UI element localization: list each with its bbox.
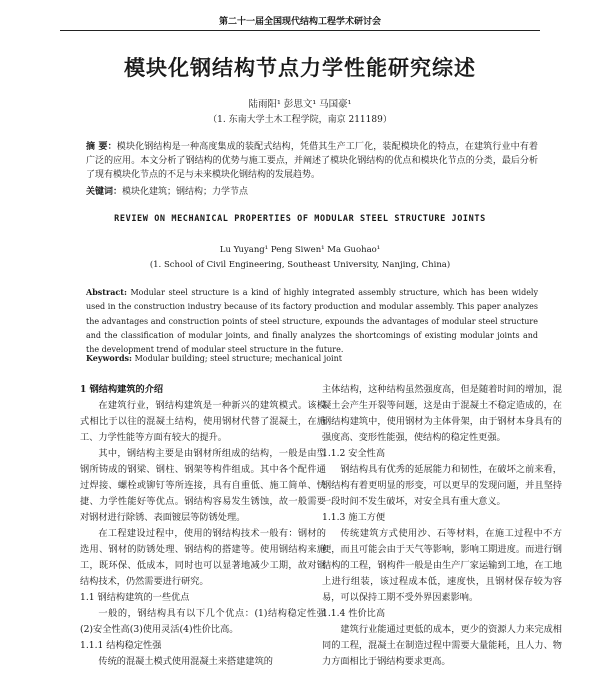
- keywords-cn-text: 模块化建筑；钢结构；力学节点: [122, 187, 249, 197]
- keywords-en-label: Keywords:: [86, 353, 133, 363]
- body-right-column: [322, 382, 562, 670]
- section-heading-1-1-1: 1.1.1 结构稳定性强: [80, 640, 162, 651]
- section-heading-1-1-3: 1.1.3 施工方便: [322, 512, 386, 523]
- section-heading-1-1: 1.1 钢结构建筑的一些优点: [80, 592, 190, 603]
- abstract-cn: [86, 140, 538, 182]
- keywords-cn: [86, 184, 248, 197]
- keywords-en: [86, 353, 342, 363]
- paragraph: 其中，钢结构主要是由钢材所组成的结构，一般是由型钢所铸成的钢梁、钢柱、钢架等构件组成。其中各个配件通过焊接、螺栓或铆钉等所连接，具有自重低、施工简单、快捷、力学性能好等优点。钢结构容易发生锈蚀，故一般需要对钢材进行除锈、表面镀层等防锈处理。: [80, 448, 326, 523]
- paragraph: 主体结构，这种结构虽然强度高，但是随着时间的增加，混凝土会产生开裂等问题，这是由于混凝土不稳定造成的，在钢结构建筑中，使用钢材为主体骨架，由于钢材本身具有的强度高、变形性能强，使结构的稳定性更强。: [322, 384, 562, 443]
- paragraph: 钢结构具有优秀的延展能力和韧性，在破坏之前来看，钢结构有着更明显的形变，可以更早的发现问题，并且坚持一段时间不发生破坏，对安全具有重大意义。: [322, 464, 562, 507]
- keywords-cn-label: 关键词：: [86, 187, 123, 197]
- body-left-column: [80, 382, 326, 670]
- paragraph: 传统的混凝土模式使用混凝土来搭建建筑的: [98, 656, 273, 667]
- paragraph: 传统建筑方式使用沙、石等材料，在施工过程中不方便，而且可能会由于天气等影响，影响工期进度。而进行钢结构的工程，钢构件一般是由生产厂家运输到工地，在工地上进行组装，该过程成本低，速度快，且钢材保存较为容易，可以保持工期不受外界因素影响。: [322, 528, 562, 603]
- abstract-en-text: Modular steel structure is a kind of highly integrated assembly structure, which has been widely used in the construction industry because of its factory production and modular assembly. This paper analyzes the advantages and construction points of steel structure, expounds the advantages of modular steel structure and the classification of modular joints, and finally analyzes the shortcomings of existing modular joints and the development trend of modular steel structure in the future.: [86, 288, 538, 355]
- running-head: 第二十一届全国现代结构工程学术研讨会: [60, 14, 540, 31]
- affiliation-en: (1. School of Civil Engineering, Southeast University, Nanjing, China): [149, 260, 451, 270]
- authors-cn: 陆雨阳¹ 彭思文¹ 马国豪¹: [248, 99, 352, 110]
- title-cn: 模块化钢结构节点力学性能研究综述: [124, 56, 476, 80]
- abstract-en-label: Abstract:: [86, 287, 127, 297]
- authors-en: Lu Yuyang¹ Peng Siwen¹ Ma Guohao¹: [219, 245, 381, 255]
- paragraph: 在建筑行业，钢结构建筑是一种新兴的建筑模式。该模式相比于以往的混凝土结构，使用钢材代替了混凝土，在施工、力学性能等方面有较大的提升。: [80, 400, 326, 443]
- paragraph: 建筑行业能通过更低的成本，更少的资源人力来完成相同的工程，混凝土在制造过程中需要大量能耗，且人力、物力方面相比于钢结构要求更高。: [322, 624, 562, 667]
- section-heading-1-1-4: 1.1.4 性价比高: [322, 608, 386, 619]
- title-en: REVIEW ON MECHANICAL PROPERTIES OF MODULAR STEEL STRUCTURE JOINTS: [114, 214, 486, 224]
- paragraph: 在工程建设过程中，使用的钢结构技术一般有：钢材的选用、钢材的防锈处理、钢结构的搭建等。使用钢结构来施工，既环保、低成本，同时也可以显著地减少工期，故对钢结构技术，仍然需要进行研究。: [80, 528, 326, 587]
- section-heading-1-1-2: 1.1.2 安全性高: [322, 448, 386, 459]
- abstract-en: [86, 285, 538, 357]
- paragraph: 一般的，钢结构具有以下几个优点：(1)结构稳定性强(2)安全性高(3)使用灵活(4)性价比高。: [80, 608, 326, 635]
- keywords-en-text: Modular building; steel structure; mechanical joint: [134, 354, 342, 363]
- abstract-cn-label: 摘 要：: [86, 142, 117, 152]
- affiliation-cn: （1. 东南大学土木工程学院，南京 211189）: [208, 115, 392, 125]
- abstract-cn-text: 模块化钢结构是一种高度集成的装配式结构，凭借其生产工厂化，装配模块化的特点，在建筑行业中有着广泛的应用。本文分析了钢结构的优势与施工要点，并阐述了模块化钢结构的优点和模块化节点的分类，最后分析了现有模块化节点的不足与未来模块化钢结构的发展趋势。: [86, 142, 538, 180]
- section-heading-1: 1 钢结构建筑的介绍: [80, 384, 164, 395]
